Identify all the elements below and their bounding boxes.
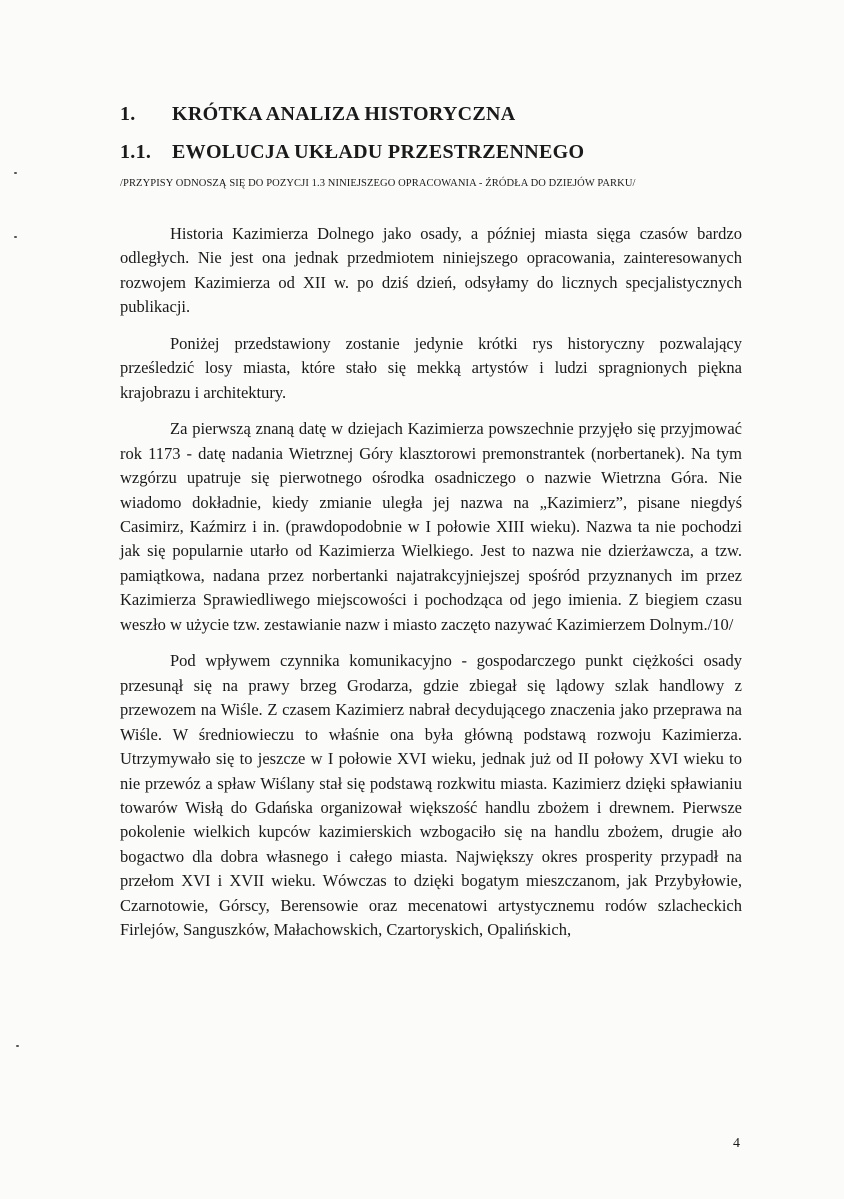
footnote-reference-note: /PRZYPISY ODNOSZĄ SIĘ DO POZYCJI 1.3 NINIEJSZEGO OPRACOWANIA - ŹRÓDŁA DO DZIEJÓW PARKU/ <box>120 178 636 189</box>
paragraph: Za pierwszą znaną datę w dziejach Kazimierza powszechnie przyjęło się przyjmować rok 1173 - datę nadania Wietrznej Góry klasztorowi premonstrantek (norbertanek). Na tym wzgórzu upatruje się pierwotnego ośrodka osadniczego o nazwie Wietrzna Góra. Nie wiadomo dokładnie, kiedy zmianie uległa jej nazwa na „Kazimierz”, pisane niegdyś Casimirz, Kaźmirz i in. (prawdopodobnie w I połowie XIII wieku). Nazwa ta nie pochodzi jak się popularnie utarło od Kazimierza Wielkiego. Jest to nazwa nie dzierżawcza, a tzw. pamiątkowa, nadana przez norbertanki najatrakcyjniejszej spośród przyznanych im przez Kazimierza Sprawiedliwego miejscowości i pochodząca od jego imienia. Z biegiem czasu weszło w użycie tzw. zestawianie nazw i miasto zaczęto nazywać Kazimierzem Dolnym./10/ <box>120 419 742 634</box>
paragraph: Historia Kazimierza Dolnego jako osady, a później miasta sięga czasów bardzo odległych. Nie jest ona jednak przedmiotem niniejszego opracowania, zainteresowanych rozwojem Kazimierza od XII w. po dziś dzień, odsyłamy do licznych specjalistycznych publikacji. <box>120 224 742 317</box>
section-number: 1. <box>120 103 136 125</box>
section-title: KRÓTKA ANALIZA HISTORYCZNA <box>172 103 516 125</box>
subsection-heading <box>120 141 584 164</box>
page-number: 4 <box>733 1136 740 1151</box>
paragraph: Poniżej przedstawiony zostanie jedynie krótki rys historyczny pozwalający prześledzić losy miasta, które stało się mekką artystów i ludzi spragnionych piękna krajobrazu i architektury. <box>120 333 742 402</box>
paragraph: Pod wpływem czynnika komunikacyjno - gospodarczego punkt ciężkości osady przesunął się na prawy brzeg Grodarza, gdzie zbiegał się lądowy szlak handlowy z przewozem na Wiśle. Z czasem Kazimierz nabrał decydującego znaczenia jako przeprawa na Wiśle. W średniowieczu to właśnie ona była główną podstawą rozwoju Kazimierza. Utrzymywało się to jeszcze w I połowie XVI wieku, jednak już od II połowy XVI wieku to nie przewóz a spław Wiślany stał się podstawą rozkwitu miasta. Kazimierz dzięki spławianiu towarów Wisłą do Gdańska organizował większość handlu zbożem i drewnem. Pierwsze pokolenie wielkich kupców kazimierskich wzbogaciło się na handlu zbożem, drugie ało bogactwo dla dobra własnego i całego miasta. Największy okres prosperity przypadł na przełom XVI i XVII wieku. Wówczas to dzięki bogatym mieszczanom, jak Przybyłowie, Czarnotowie, Górscy, Berensowie oraz mecenatowi artystycznemu rodów szlacheckich Firlejów, Sanguszków, Małachowskich, Czartoryskich, Opalińskich, <box>120 651 742 940</box>
scan-speck <box>16 1045 19 1047</box>
scan-speck <box>14 236 17 238</box>
subsection-number: 1.1. <box>120 141 152 163</box>
body-text <box>120 222 742 955</box>
subsection-title: EWOLUCJA UKŁADU PRZESTRZENNEGO <box>172 141 585 163</box>
section-heading <box>120 103 515 126</box>
scan-speck <box>14 172 17 174</box>
